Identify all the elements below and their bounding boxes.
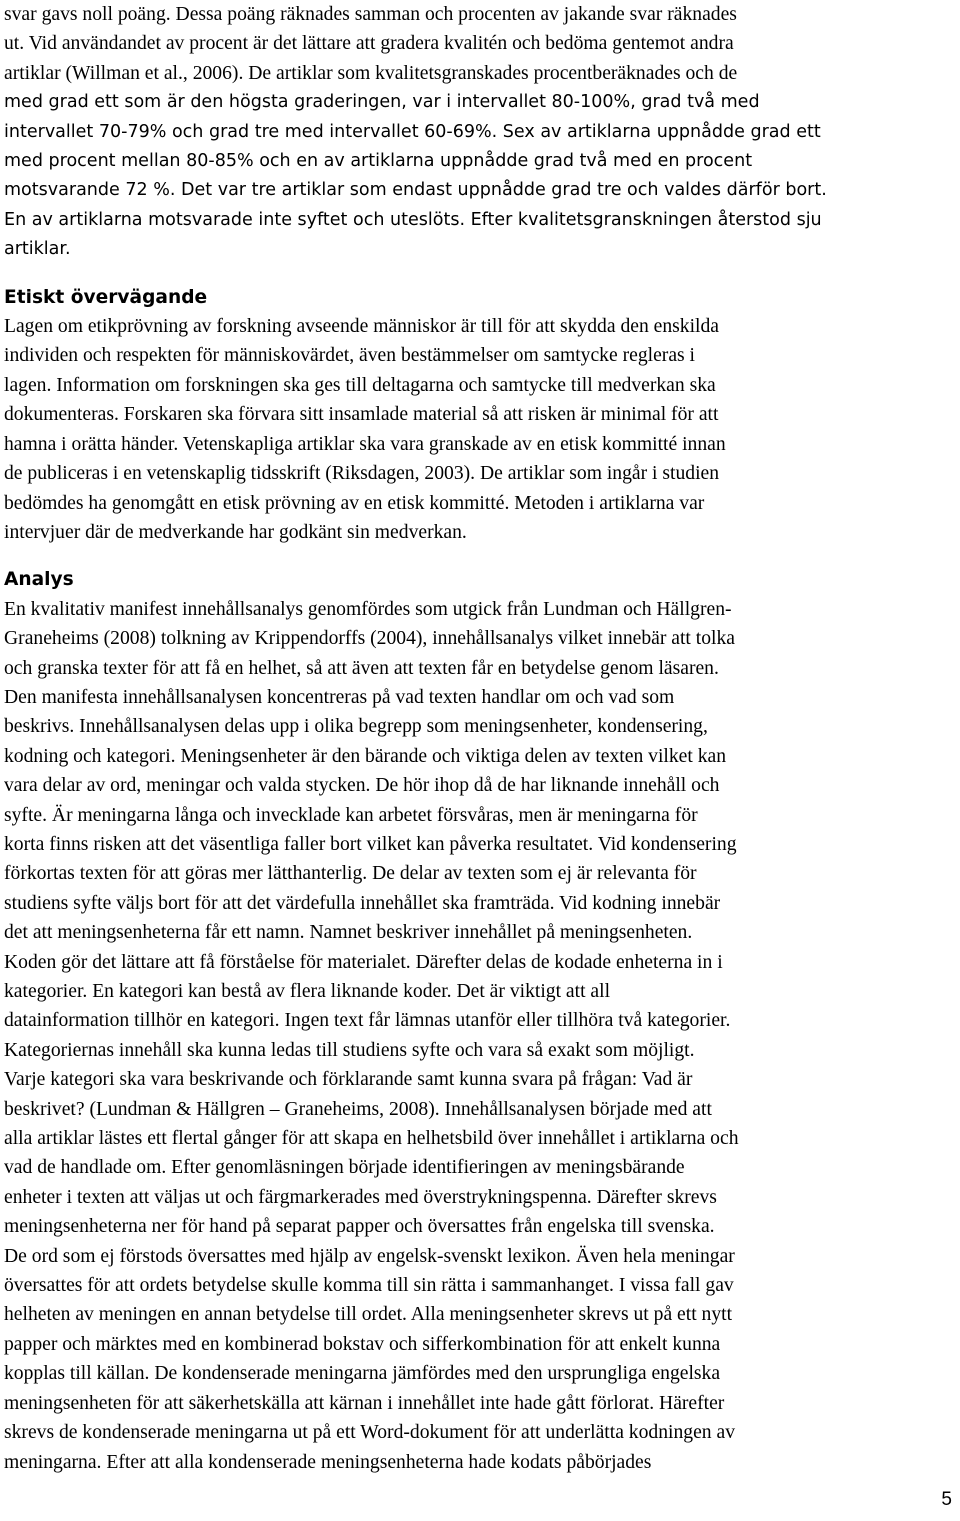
text-line: Den manifesta innehållsanalysen koncentreras på vad texten handlar om och vad som: [4, 686, 675, 708]
text-line: svar gavs noll poäng. Dessa poäng räknades samman och procenten av jakande svar räknades: [4, 4, 737, 25]
text-line: En kvalitativ manifest innehållsanalys genomfördes som utgick från Lundman och Hällgren-: [4, 598, 732, 620]
text-line: meningsenheten för att säkerhetskälla att kärnan i innehållet inte hade gått förlorat. Härefter: [4, 1392, 725, 1414]
text-line: meningsenheterna ner för hand på separat papper och översattes från engelska till svenska.: [4, 1216, 715, 1238]
text-line: med grad ett som är den högsta graderingen, var i intervallet 80-100%, grad två med: [4, 92, 760, 113]
text-line: hamna i orätta händer. Vetenskapliga artiklar ska vara granskade av en etisk kommitté innan: [4, 433, 726, 455]
text-line: bedömdes ha genomgått en etisk prövning av en etisk kommitté. Metoden i artiklarna var: [4, 492, 705, 514]
text-line: datainformation tillhör en kategori. Ingen text får lämnas utanför eller tillhöra två kategorier.: [4, 1010, 731, 1032]
text-line: De ord som ej förstods översattes med hjälp av engelsk-svenskt lexikon. Även hela meningar: [4, 1245, 735, 1267]
text-line: skrevs de kondenserade meningarna ut på ett Word-dokument för att underlätta kodningen av: [4, 1422, 736, 1444]
text-line: artiklar.: [4, 239, 71, 260]
text-line: individen och respekten för människovärdet, även bestämmelser om samtycke regleras i: [4, 345, 696, 367]
text-line: kopplas till källan. De kondenserade meningarna jämfördes med den ursprungliga engelska: [4, 1363, 721, 1385]
text-line: Koden gör det lättare att få förståelse för materialet. Därefter delas de kodade enheterna in i: [4, 951, 723, 973]
analysis-paragraph: [4, 595, 956, 1477]
text-line: förkortas texten för att göras mer lätthanterlig. De delar av texten som ej är relevanta för: [4, 863, 697, 885]
text-line: korta finns risken att det väsentliga faller bort vilket kan påverka resultatet. Vid kondensering: [4, 833, 737, 855]
ethics-section: [4, 283, 956, 548]
ethics-paragraph: [4, 312, 956, 547]
text-line: de publiceras i en vetenskaplig tidsskrift (Riksdagen, 2003). De artiklar som ingår i studien: [4, 463, 720, 485]
text-line: kategorier. En kategori kan bestå av flera liknande koder. Det är viktigt att all: [4, 981, 611, 1002]
text-line: vad de handlade om. Efter genomläsningen började identifieringen av meningsbärande: [4, 1157, 685, 1179]
text-line: meningarna. Efter att alla kondenserade meningsenheterna hade kodats påbörjades: [4, 1451, 652, 1473]
text-line: översattes för att ordets betydelse skulle komma till sin rätta i sammanhanget. I vissa fall gav: [4, 1275, 734, 1297]
text-line: och granska texter för att få en helhet, så att även att texten får en betydelse genom läsaren.: [4, 657, 719, 679]
text-line: En av artiklarna motsvarade inte syftet och uteslöts. Efter kvalitetsgranskningen återstod sju: [4, 209, 822, 230]
text-line: studiens syfte väljs bort för att det värdefulla innehållet ska framträda. Vid kodning innebär: [4, 892, 721, 914]
analysis-heading: Analys: [4, 569, 74, 591]
text-line: helheten av meningen en annan betydelse till ordet. Alla meningsenheter skrevs ut på ett nytt: [4, 1304, 733, 1326]
text-line: lagen. Information om forskningen ska ges till deltagarna och samtycke till medverkan ska: [4, 374, 716, 396]
text-line: ut. Vid användandet av procent är det lättare att gradera kvalitén och bedöma gentemot andra: [4, 33, 734, 55]
text-line: Graneheims (2008) tolkning av Krippendorffs (2004), innehållsanalys vilket innebär att tolka: [4, 628, 735, 650]
text-line: syfte. Är meningarna långa och invecklade kan arbetet försvåras, men är meningarna för: [4, 804, 698, 826]
text-line: motsvarande 72 %. Det var tre artiklar som endast uppnådde grad tre och valdes därför bort.: [4, 180, 827, 201]
text-line: vara delar av ord, meningar och valda stycken. De hör ihop då de har liknande innehåll och: [4, 775, 720, 797]
text-line: med procent mellan 80-85% och en av artiklarna uppnådde grad två med en procent: [4, 151, 753, 172]
text-line: papper och märktes med en kombinerad bokstav och sifferkombination för att enkelt kunna: [4, 1333, 721, 1355]
text-line: artiklar (Willman et al., 2006). De artiklar som kvalitetsgranskades procentberäknades och de: [4, 62, 738, 84]
page-number: 5: [941, 1489, 952, 1510]
analysis-section: [4, 565, 956, 1477]
text-line: beskrivet? (Lundman & Hällgren – Graneheims, 2008). Innehållsanalysen började med att: [4, 1098, 712, 1120]
text-line: det att meningsenheterna får ett namn. Namnet beskriver innehållet på meningsenheten.: [4, 922, 693, 944]
text-line: beskrivs. Innehållsanalysen delas upp i olika begrepp som meningsenheter, kondensering,: [4, 716, 708, 738]
text-line: alla artiklar lästes ett flertal gånger för att skapa en helhetsbild över innehållet i artiklarna och: [4, 1128, 739, 1150]
text-line: intervjuer där de medverkande har godkänt sin medverkan.: [4, 521, 467, 543]
text-line: Varje kategori ska vara beskrivande och förklarande samt kunna svara på frågan: Vad är: [4, 1069, 693, 1091]
text-line: kodning och kategori. Meningsenheter är den bärande och viktiga delen av texten vilket kan: [4, 745, 727, 767]
text-line: intervallet 70-79% och grad tre med intervallet 60-69%. Sex av artiklarna uppnådde grad ett: [4, 121, 821, 142]
intro-paragraph: [4, 0, 956, 265]
ethics-heading: Etiskt övervägande: [4, 286, 208, 308]
document-page: [4, 0, 956, 1477]
text-line: enheter i texten att väljas ut och färgmarkerades med överstrykningspenna. Därefter skrevs: [4, 1186, 717, 1208]
text-line: Lagen om etikprövning av forskning avseende människor är till för att skydda den enskilda: [4, 316, 720, 338]
text-line: Kategoriernas innehåll ska kunna ledas till studiens syfte och vara så exakt som möjligt.: [4, 1039, 695, 1061]
text-line: dokumenteras. Forskaren ska förvara sitt insamlade material så att risken är minimal för att: [4, 404, 719, 426]
